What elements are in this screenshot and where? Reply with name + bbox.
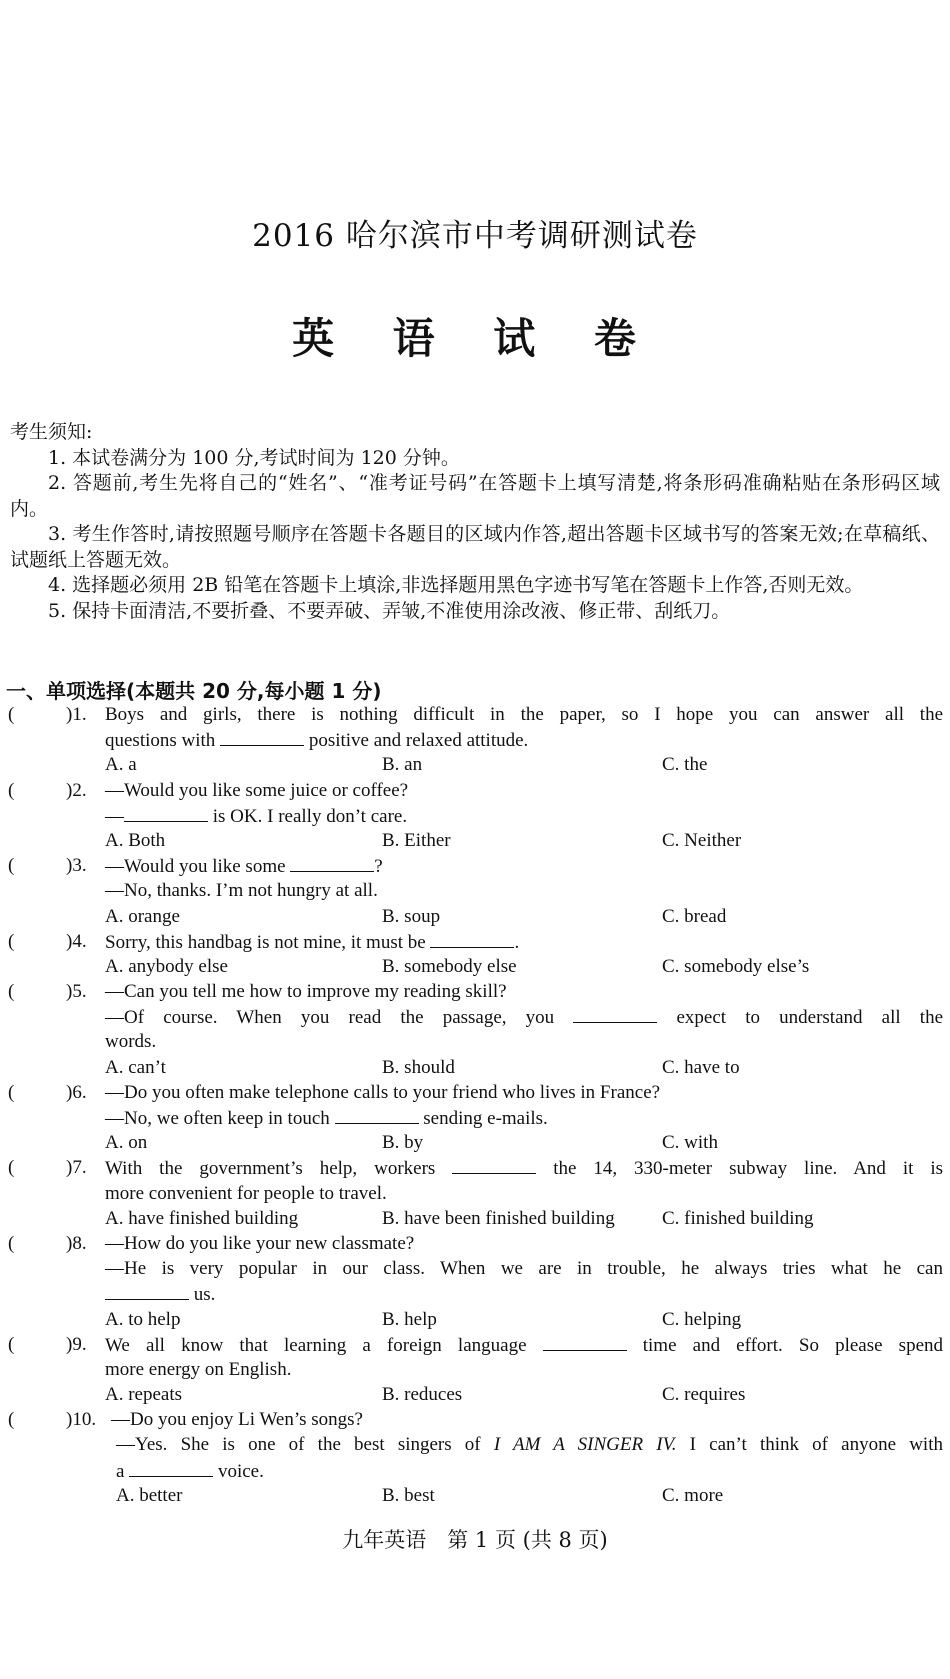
blank: [290, 853, 374, 872]
options-row: [8, 1055, 943, 1080]
options-row: [8, 1483, 943, 1508]
question-number: )4.: [66, 930, 87, 952]
notice-item: 4. 选择题必须用 2B 铅笔在答题卡上填涂,非选择题用黑色字迹书写笔在答题卡上作答,否则无效。: [48, 574, 864, 596]
answer-paren: (: [8, 704, 15, 725]
question-stem: Boys and girls, there is nothing difficult in the paper, so I hope you can answer all the: [105, 704, 943, 725]
option-c: C. more: [662, 1484, 724, 1506]
blank: [543, 1332, 627, 1351]
question-3: [8, 853, 943, 878]
options-row: [8, 954, 943, 979]
blank: [124, 803, 208, 822]
exam-title: 2016 哈尔滨市中考调研测试卷: [252, 218, 698, 254]
question-number: )8.: [66, 1232, 87, 1254]
option-b: B. Either: [382, 829, 451, 851]
question-stem-line: a voice.: [116, 1458, 943, 1484]
options-row: [8, 828, 943, 853]
option-c: C. have to: [662, 1056, 740, 1078]
blank: [452, 1155, 536, 1174]
show-title: I AM A SINGER IV.: [493, 1434, 677, 1456]
question-stem: We all know that learning a foreign language time and effort. So please spend: [105, 1332, 943, 1358]
question-stem: —Do you enjoy Li Wen’s songs?: [111, 1409, 363, 1431]
option-b: B. by: [382, 1132, 424, 1154]
question-5: [8, 979, 943, 1004]
answer-paren: (: [8, 1232, 15, 1254]
question-number: )10.: [66, 1409, 97, 1431]
page-footer: 九年英语 第 1 页 (共 8 页): [342, 1528, 608, 1552]
blank: [129, 1458, 213, 1477]
option-a: A. repeats: [105, 1384, 183, 1406]
answer-paren: (: [8, 981, 15, 1003]
question-stem-line: —He is very popular in our class. When we are in trouble, he always tries what he can: [105, 1258, 943, 1280]
option-b: B. best: [382, 1484, 435, 1506]
question-stem-line: —Of course. When you read the passage, you expect to understand all the: [105, 1004, 943, 1030]
blank: [573, 1004, 657, 1023]
question-number: )3.: [66, 855, 87, 877]
question-10: [8, 1407, 943, 1432]
question-stem: —How do you like your new classmate?: [105, 1232, 415, 1254]
option-b: B. have been finished building: [382, 1207, 615, 1229]
question-stem-line: us.: [105, 1281, 943, 1307]
subject-title: 英 语 试 卷: [292, 314, 658, 363]
options-row: [8, 1130, 943, 1155]
question-6: [8, 1080, 943, 1105]
options-row: [8, 1307, 943, 1332]
question-stem-line: words.: [105, 1031, 157, 1053]
option-a: A. on: [105, 1132, 148, 1154]
option-b: B. somebody else: [382, 955, 517, 977]
question-stem-line: —No, we often keep in touch sending e-mails.: [105, 1105, 943, 1131]
question-stem: —Would you like some juice or coffee?: [105, 779, 409, 801]
notice-item: 3. 考生作答时,请按照题号顺序在答题卡各题目的区域内作答,超出答题卡区域书写的答案无效;在草稿纸、试题纸上答题无效。: [10, 523, 940, 571]
question-number: )1.: [66, 704, 87, 725]
section-title: 一、单项选择(本题共 20 分,每小题 1 分): [6, 679, 382, 703]
options-row: [8, 904, 943, 929]
option-c: C. requires: [662, 1384, 746, 1406]
question-stem: —Can you tell me how to improve my reading skill?: [105, 981, 507, 1003]
question-stem-line: more energy on English.: [105, 1358, 292, 1380]
answer-paren: (: [8, 855, 15, 877]
question-stem: —Would you like some ?: [105, 853, 943, 879]
answer-paren: (: [8, 1157, 15, 1179]
question-1: [8, 702, 943, 727]
question-7: [8, 1155, 943, 1180]
answer-paren: (: [8, 1081, 15, 1103]
option-a: A. have finished building: [105, 1207, 299, 1229]
option-a: A. Both: [105, 829, 166, 851]
option-b: B. soup: [382, 905, 441, 927]
question-stem-line: more convenient for people to travel.: [105, 1182, 387, 1204]
question-list: [8, 702, 943, 1508]
question-number: )5.: [66, 981, 87, 1003]
question-number: )9.: [66, 1333, 87, 1355]
options-row: [8, 752, 943, 777]
question-stem: Sorry, this handbag is not mine, it must be .: [105, 929, 943, 955]
option-b: B. should: [382, 1056, 455, 1078]
options-row: [8, 1206, 943, 1231]
question-number: )7.: [66, 1157, 87, 1179]
question-stem: With the government’s help, workers the 14, 330-meter subway line. And it is: [105, 1155, 943, 1181]
option-a: A. a: [105, 754, 137, 776]
answer-paren: (: [8, 930, 15, 952]
option-b: B. help: [382, 1308, 437, 1330]
option-c: C. bread: [662, 905, 727, 927]
option-a: A. can’t: [105, 1056, 166, 1078]
option-c: C. Neither: [662, 829, 742, 851]
answer-paren: (: [8, 1409, 15, 1431]
notice-item: 1. 本试卷满分为 100 分,考试时间为 120 分钟。: [48, 446, 460, 469]
answer-paren: (: [8, 779, 15, 801]
candidate-notice: [10, 420, 940, 624]
notice-item: 5. 保持卡面清洁,不要折叠、不要弄破、弄皱,不准使用涂改液、修正带、刮纸刀。: [48, 599, 731, 622]
question-stem-line: —Yes. She is one of the best singers of I AM A SINGER IV. I can’t think of anyone with: [116, 1434, 943, 1456]
blank: [430, 929, 514, 948]
question-4: [8, 929, 943, 954]
option-a: A. orange: [105, 905, 180, 927]
option-c: C. somebody else’s: [662, 955, 810, 977]
question-2: [8, 778, 943, 803]
option-c: C. finished building: [662, 1207, 814, 1229]
options-row: [8, 1382, 943, 1407]
question-number: )2.: [66, 779, 87, 801]
option-a: A. to help: [105, 1308, 181, 1330]
option-a: A. anybody else: [105, 955, 228, 977]
question-8: [8, 1231, 943, 1256]
option-c: C. helping: [662, 1308, 742, 1330]
blank: [335, 1105, 419, 1124]
notice-item: 2. 答题前,考生先将自己的“姓名”、“准考证号码”在答题卡上填写清楚,将条形码准确粘贴在条形码区域内。: [10, 472, 940, 520]
question-stem: —Do you often make telephone calls to your friend who lives in France?: [105, 1081, 661, 1103]
blank: [105, 1281, 189, 1300]
option-c: C. the: [662, 754, 708, 776]
question-stem-line: questions with positive and relaxed attitude.: [105, 727, 943, 753]
blank: [220, 727, 304, 746]
option-b: B. an: [382, 754, 423, 776]
question-9: [8, 1332, 943, 1357]
question-number: )6.: [66, 1081, 87, 1103]
option-c: C. with: [662, 1132, 718, 1154]
option-a: A. better: [116, 1484, 183, 1506]
question-stem-line: —No, thanks. I’m not hungry at all.: [105, 880, 378, 902]
option-b: B. reduces: [382, 1384, 463, 1406]
notice-heading: 考生须知:: [10, 421, 93, 443]
question-stem-line: — is OK. I really don’t care.: [105, 803, 943, 829]
answer-paren: (: [8, 1333, 15, 1355]
